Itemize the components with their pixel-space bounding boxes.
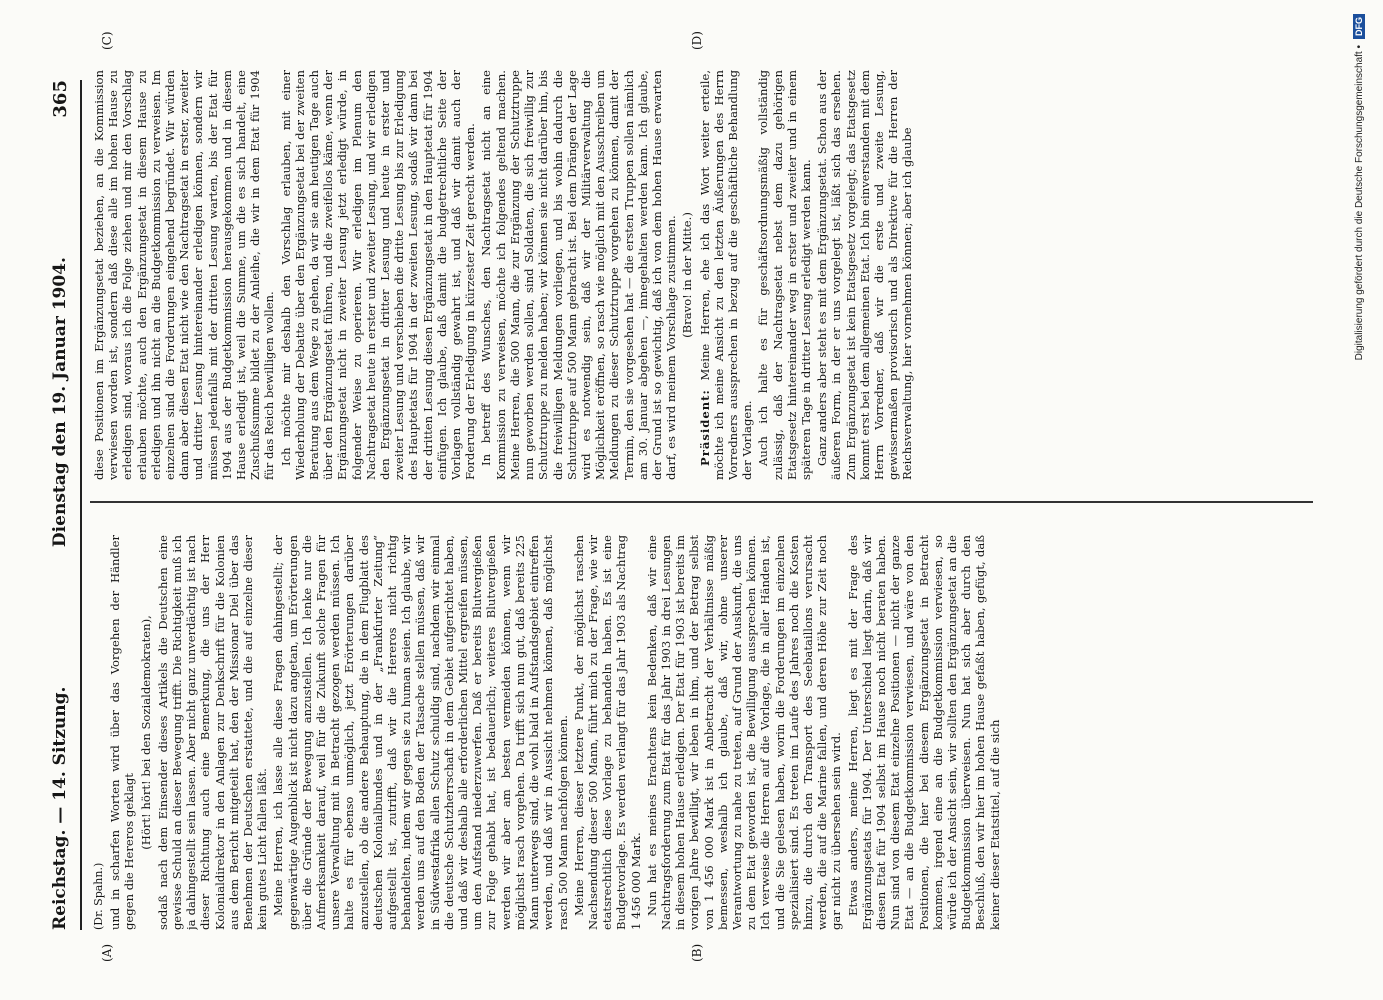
margin-marker-d: (D): [690, 31, 704, 50]
speaker-note: (Dr. Spahn.): [92, 862, 105, 930]
digitization-credit: [1339, 0, 1379, 1000]
margin-marker-c: (C): [100, 31, 114, 50]
margin-marker-b: (B): [690, 943, 704, 962]
paragraph: In betreff des Wunsches, den Nachtragsetat nicht an eine Kommission zu verweisen, möchte ich folgendes geltend machen. Meine Herren, die 500 Mann, die zur Ergänzung der Schutztruppe nun geworben werden sollen, sind Soldaten, die sich freiwillig zur Schutztruppe zu melden haben; wir können sie nicht darüber hin, bis die freiwilligen Meldungen vorliegen, und bis wohin dadurch die Schutztruppe auf 500 Mann gebracht ist. Bei dem Drängen der Lage wird es notwendig sein, daß wir der Militärverwaltung die Möglichkeit eröffnen, so rasch wie möglich mit den Ausschreiben um Meldungen zu dieser Schutztruppe vorgehen zu können, damit der Termin, den sie vorgesehen hat — die ersten Truppen sollen nämlich am 30. Januar abgehen —, innegehalten werden kann. Ich glaube, der Grund ist so gewichtig, daß ich von dem hohen Hause erwarten darf, es wird meinem Vorschlage zustimmen.: [479, 70, 679, 480]
margin-marker-a: (A): [100, 943, 114, 962]
paragraph: Etwas anders, meine Herren, liegt es mit der Frage des Ergänzungsetats für 1904. Der Unterschied liegt darin, daß wir diesen Etat für 1904 selbst im Hause noch nicht beraten haben. Nun sind von diesem Etat einzelne Positionen — nicht der ganze Etat — an die Budgetkommission verwiesen, und wäre von den Positionen, die hier bei diesem Ergänzungsetat in Betracht kommen, irgend eine an die Budgetkommission verwiesen, so würde ich der Ansicht sein, wir sollten den Ergänzungsetat an die Budgetkommission überweisen. Nun hat sich aber durch den Beschluß, den wir hier im hohen Hause gefaßt haben, gefügt, daß keiner dieser Etatstitel, auf die sich: [845, 535, 1002, 930]
interjection: (Hört! hört! bei den Sozialdemokraten),: [138, 615, 153, 850]
president-text: Meine Herren, ehe ich das Wort weiter erteile, möchte ich meine Ansicht zu den letzten Äußerungen des Herrn Vorredners aussprechen in bezug auf die geschäftliche Behandlung der Vorlagen.: [697, 70, 755, 480]
president-paragraph: [698, 70, 755, 480]
header-date: Dienstag den 19. Januar 1904.: [50, 257, 70, 548]
paragraph: Meine Herren, dieser letztere Punkt, der möglichst raschen Nachsendung dieser 500 Mann, führt mich zu der Frage, wie wir etatsrechtlich diese Vorlage zu behandeln haben. Es ist eine Budgetvorlage. Es werden verlangt für das Jahr 1903 als Nachtrag 1 456 000 Mark.: [571, 535, 643, 930]
paragraph: Auch ich halte es für geschäftsordnungsmäßig vollständig zulässig, daß der Nachtragsetat nebst dem dazu gehörigen Etatsgesetz hintereinander weg in erster und zweiter und in einem späteren Tage in dritter Lesung erledigt werden kann.: [756, 70, 813, 480]
paragraph: Ich möchte mir deshalb den Vorschlag erlauben, mit einer Wiederholung der Debatte über den Ergänzungsetat bei der zweiten Beratung aus dem Wege zu gehen, da wir sie am heutigen Tage auch über den Ergänzungsetat führen, und die zweifellos käme, wenn der Ergänzungsetat nicht in zweiter Lesung jetzt erledigt würde, in folgender Weise zu operieren. Wir erledigen im Plenum den Nachtragsetat heute in erster und zweiter Lesung, und wir erledigen den Ergänzungsetat in dritter Lesung und heute in erster und zweiter Lesung und verschieben die dritte Lesung bis zur Erledigung des Hauptetats für 1904 in der zweiten Lesung, sodaß wir dann bei der dritten Lesung diesen Ergänzungsetat in den Hauptetat für 1904 einfügen. Ich glaube, daß damit die budgetrechtliche Seite der Vorlagen vollständig gewahrt ist, und daß wir damit auch der Forderung der Erledigung in kürzester Zeit gerecht werden.: [278, 70, 478, 480]
column-divider: [90, 501, 1313, 503]
page-header: [40, 80, 82, 930]
right-column: [92, 70, 1313, 480]
paragraph: Meine Herren, ich lasse alle diese Fragen dahingestellt; der gegenwärtige Augenblick ist nicht dazu angetan, um Erörterungen über die Gründe der Bewegung anzustellen. Ich lenke nur die Aufmerksamkeit darauf, weil für die Zukunft solche Fragen für unsere Verwaltung mit in Betracht gezogen werden müssen. Ich halte es für ebenso unmöglich, jetzt Erörterungen darüber anzustellen, ob die andere Behauptung, die in dem Flugblatt des deutschen Kolonialbundes und in der „Frankfurter Zeitung“ aufgestellt ist, zutrifft, daß wir die Hereros nicht richtig behandelten, indem wir gegen sie zu human seien. Ich glaube, wir werden uns auf den Boden der Tatsache stellen müssen, daß wir in Südwestafrika allen Schutz schuldig sind, nachdem wir einmal die deutsche Schutzherrschaft in dem Gebiet aufgerichtet haben, und daß wir deshalb alle erforderlichen Mittel ergreifen müssen, um den Aufstand niederzuwerfen. Daß er bereits Blutvergießen zur Folge gehabt hat, ist bedauerlich; weiteres Blutvergießen werden wir aber am besten vermeiden können, wenn wir möglichst rasch vorgehen. Da trifft sich nun gut, daß bereits 225 Mann unterwegs sind, die wohl bald in Aufstandsgebiet eintreffen werden, und daß wir in Aussicht nehmen können, daß möglichst rasch 500 Mann nachfolgen können.: [271, 535, 570, 930]
paragraph: Nun hat es meines Erachtens kein Bedenken, daß wir eine Nachtragsforderung zum Etat für das Jahr 1903 in drei Lesungen in diesem hohen Hause erledigen. Der Etat für 1903 ist bereits im vorigen Jahre bewilligt, wir leben in ihm, und der Betrag selbst von 1 456 000 Mark ist in Anbetracht der Verhältnisse mäßig bemessen, weshalb ich glaube, daß wir, ohne unserer Verantwortung zu nahe zu treten, auf Grund der Auskunft, die uns zu dem Etat geworden ist, die Bewilligung aussprechen können. Ich verweise die Herren auf die Vorlage, die in aller Händen ist, und die Sie gelesen haben, worin die Forderungen im einzelnen spezialisiert sind. Es treten im Laufe des Jahres noch die Kosten hinzu, die durch den Transport des Seebataillons verursacht werden, die auf die Marine fallen, und deren Höhe zur Zeit noch gar nicht zu übersehen sein wird.: [644, 535, 844, 930]
paragraph: diese Positionen im Ergänzungsetat beziehen, an die Kommission verwiesen worden ist, sondern daß diese alle im hohen Hause zu erledigen sind, woraus ich die Folge ziehen und mir den Vorschlag erlauben möchte, auch den Ergänzungsetat in diesem Hause zu erledigen und ihn nicht an die Budgetkommission zu verweisen. Im einzelnen sind die Forderungen eingehend begründet. Wir würden dann aber diesen Etat nicht wie den Nachtragsetat in erster, zweiter und dritter Lesung hintereinander erledigen können, sondern wir müssen jedenfalls mit der dritten Lesung warten, bis der Etat für 1904 aus der Budgetkommission herausgekommen und in diesem Hause erledigt ist, weil die Summe, um die es sich handelt, eine Zuschußsumme bildet zu der Anleihe, die wir in dem Etat für 1904 für das Reich bewilligen wollen.: [92, 70, 277, 480]
applause-note: (Bravo! in der Mitte.): [680, 212, 695, 338]
paragraph: und in scharfen Worten wird über das Vorgehen der Händler gegen die Hereros geklagt: [108, 535, 137, 930]
header-left: Reichstag. — 14. Sitzung.: [50, 686, 70, 930]
paragraph: Ganz anders aber steht es mit dem Ergänzungsetat. Schon aus der äußeren Form, in der er uns vorgelegt ist, läßt sich das ersehen. Zum Ergänzungsetat ist kein Etatsgesetz vorgelegt; das Etatsgesetz kommt erst bei dem allgemeinen Etat. Ich bin einverstanden mit dem Herrn Vorredner, daß wir die erste und zweite Lesung, gewissermaßen provisorisch und als Direktive für die Herren der Reichsverwaltung, hier vornehmen können; aber ich glaube: [815, 70, 915, 480]
credit-text: Digitalisierung gefördert durch die Deutsche Forschungsgemeinschaft •: [1353, 45, 1365, 361]
page-number: 365: [49, 80, 71, 118]
left-column: [92, 535, 1313, 930]
dfg-logo: DFG: [1353, 14, 1365, 39]
paragraph: sodaß nach dem Einsender dieses Artikels die Deutschen eine gewisse Schuld an dieser Bewegung trifft. Die Richtigkeit muß ich ja dahingestellt sein lassen. Aber nicht ganz unverdächtig ist nach dieser Richtung auch eine Bemerkung, die uns der Herr Kolonialdirektor in den Anlagen zur Denkschrift für die Kolonien aus dem Bericht mitgeteilt hat, den der Missionar Diel über das Benehmen der Deutschen erstattete, und die auf einzelne dieser kein gutes Licht fallen läßt.: [155, 535, 270, 930]
president-label: Präsident:: [697, 389, 712, 466]
